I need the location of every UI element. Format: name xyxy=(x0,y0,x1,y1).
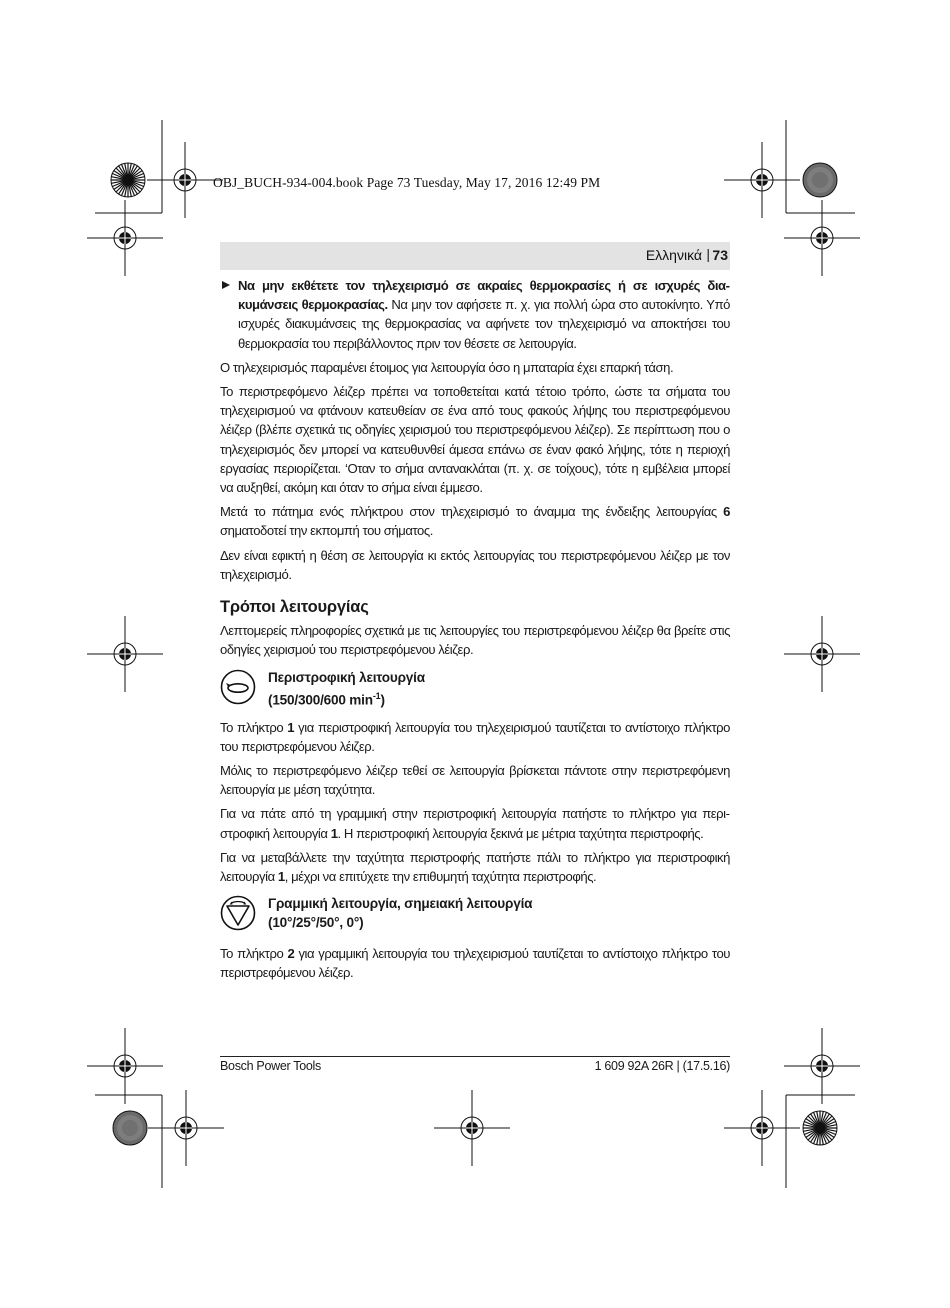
ref-number: 1 xyxy=(277,869,285,885)
footer-doc-number: 1 609 92A 26R | (17.5.16) xyxy=(594,1059,730,1073)
rotation-mode-title-line1: Περιστροφική λειτουργία xyxy=(268,669,425,685)
text-run: , μέχρι να επιτύχετε την επιθυμητή ταχύτητα περιστροφής. xyxy=(284,869,597,885)
paragraph-indicator xyxy=(220,502,730,540)
text-run: Για να μεταβάλλετε την ταχύτητα περιστροφής πατήστε πάλι το πλήκτρο για περιστροφική λειτουργία xyxy=(220,849,730,885)
text-run: Μετά το πάτημα ενός πλήκτρου στον τηλεχειρισμό το άναμμα της ένδειξης λειτουργίας xyxy=(220,504,724,520)
section-title: Τρόποι λειτουργίας xyxy=(220,598,369,617)
ref-number: 6 xyxy=(723,504,730,520)
line-mode-title xyxy=(268,894,730,932)
rotation-paragraph-1 xyxy=(220,718,730,756)
text-run: (150/300/600 min xyxy=(268,692,373,708)
book-header: OBJ_BUCH-934-004.book Page 73 Tuesday, May 17, 2016 12:49 PM xyxy=(213,175,601,190)
text-run: ) xyxy=(380,692,385,708)
warning-text xyxy=(238,276,730,353)
ref-number: 1 xyxy=(330,825,338,841)
rotation-paragraph-3 xyxy=(220,804,730,842)
rotation-paragraph-2: Μόλις το περιστρεφόμενο λέιζερ τεθεί σε λειτουργία βρίσκεται πάντοτε στην περιστρεφόμενη λειτουργία με μέση ταχύτητα. xyxy=(220,763,730,798)
footer-rule xyxy=(220,1056,730,1057)
line-point-icon xyxy=(220,895,256,931)
text-run: . Η περιστροφική λειτουργία ξεκινά με μέτρια ταχύτητα περιστροφής. xyxy=(337,825,704,841)
header-separator: | xyxy=(706,246,710,262)
text-run: σηματοδοτεί την εκπομπή του σήματος. xyxy=(220,523,433,539)
rotation-mode-title-line2 xyxy=(268,687,730,710)
rotation-mode-title xyxy=(268,668,730,710)
section-intro: Λεπτομερείς πληροφορίες σχετικά με τις λειτουργίες του περιστρεφόμενου λέιζερ θα βρείτε στις οδηγίες χειρισμού του περιστρεφόμενου λέιζερ. xyxy=(220,623,730,658)
language-label: Ελληνικά xyxy=(645,247,702,263)
warning-bold: Να μην εκθέτετε τον τηλεχειρισμό σε ακραίες θερμοκρασίες ή σε ισχυρές διακυμάνσεις θερμοκρασίας. xyxy=(238,278,730,313)
text-run: για γραμμική λειτουργία του τηλεχειρισμού ταυτίζεται το αντίστοιχο πλήκτρο του περιστρεφόμενου λέιζερ. xyxy=(220,946,731,981)
warning-body: Να μην τον αφήσετε π. χ. για πολλή ώρα στο αυτοκίνητο. Υπό ισχυρές διακυμάνσεις της θερμοκρασίας να αφήνετε τον τηλεχειρισμό να αποκτήσει του θερμοκρασία του περιβάλλοντος πριν τον θέσετε σε λειτουργία. xyxy=(238,297,730,351)
line-mode-title-line2: (10°/25°/50°, 0°) xyxy=(268,915,364,931)
main-content xyxy=(220,276,730,988)
footer-publisher: Bosch Power Tools xyxy=(220,1059,321,1073)
rotation-icon xyxy=(220,669,256,705)
warning-bullet xyxy=(220,276,730,353)
superscript: -1 xyxy=(372,690,381,701)
text-run: Για να πάτε από τη γραμμική στην περιστροφική λειτουργία πατήστε το πλήκτρο για περιστροφική λειτουργία xyxy=(220,806,730,841)
line-mode-heading xyxy=(220,894,730,934)
paragraph-battery: Ο τηλεχειρισμός παραμένει έτοιμος για λειτουργία όσο η μπαταρία έχει επαρκή τάση. xyxy=(220,359,674,375)
line-paragraph-1 xyxy=(220,944,730,982)
page-number: 73 xyxy=(712,247,728,263)
text-run: για περιστροφική λειτουργία του τηλεχειρισμού ταυτίζεται το αντίστοιχο πλήκτρο του περιστρεφόμενου λέιζερ. xyxy=(220,719,730,754)
ref-number: 2 xyxy=(287,946,295,962)
bullet-triangle-icon xyxy=(222,281,230,289)
page-header xyxy=(220,242,730,270)
ref-number: 1 xyxy=(287,719,295,735)
line-mode-title-line1: Γραμμική λειτουργία, σημειακή λειτουργία xyxy=(268,896,533,912)
rotation-mode-heading xyxy=(220,668,730,708)
text-run: Το πλήκτρο xyxy=(220,719,288,735)
rotation-paragraph-4 xyxy=(220,848,730,886)
paragraph-onoff: Δεν είναι εφικτή η θέση σε λειτουργία κι εκτός λειτουργίας του περιστρεφόμενου λέιζερ με τον τηλεχειρισμό. xyxy=(220,547,730,582)
text-run: Το πλήκτρο xyxy=(220,946,288,962)
paragraph-placement: Το περιστρεφόμενο λέιζερ πρέπει να τοποθετείται κατά τέτοιο τρόπο, ώστε τα σήματα του τηλεχειρισμού να φτάνουν κατευθείαν σε ένα από τους φακούς λήψης του περιστρεφόμενου λέιζερ (βλέπε σχετικά τις οδηγίες χειρισμού του περιστρεφόμενου λέιζερ). Σε περίπτωση που ο τηλεχειρισμός δεν μπορεί να κατευθυνθεί άμεσα επάνω σε έναν φακό λήψης, τότε η περιοχή εργασίας περιορίζεται. ‘Οταν το σήμα αντανακλάται (π. χ. σε τοίχους), τότε η εμβέλεια μπορεί να αυξηθεί, ακόμη και όταν το σήμα είναι έμμεσο. xyxy=(220,384,730,496)
